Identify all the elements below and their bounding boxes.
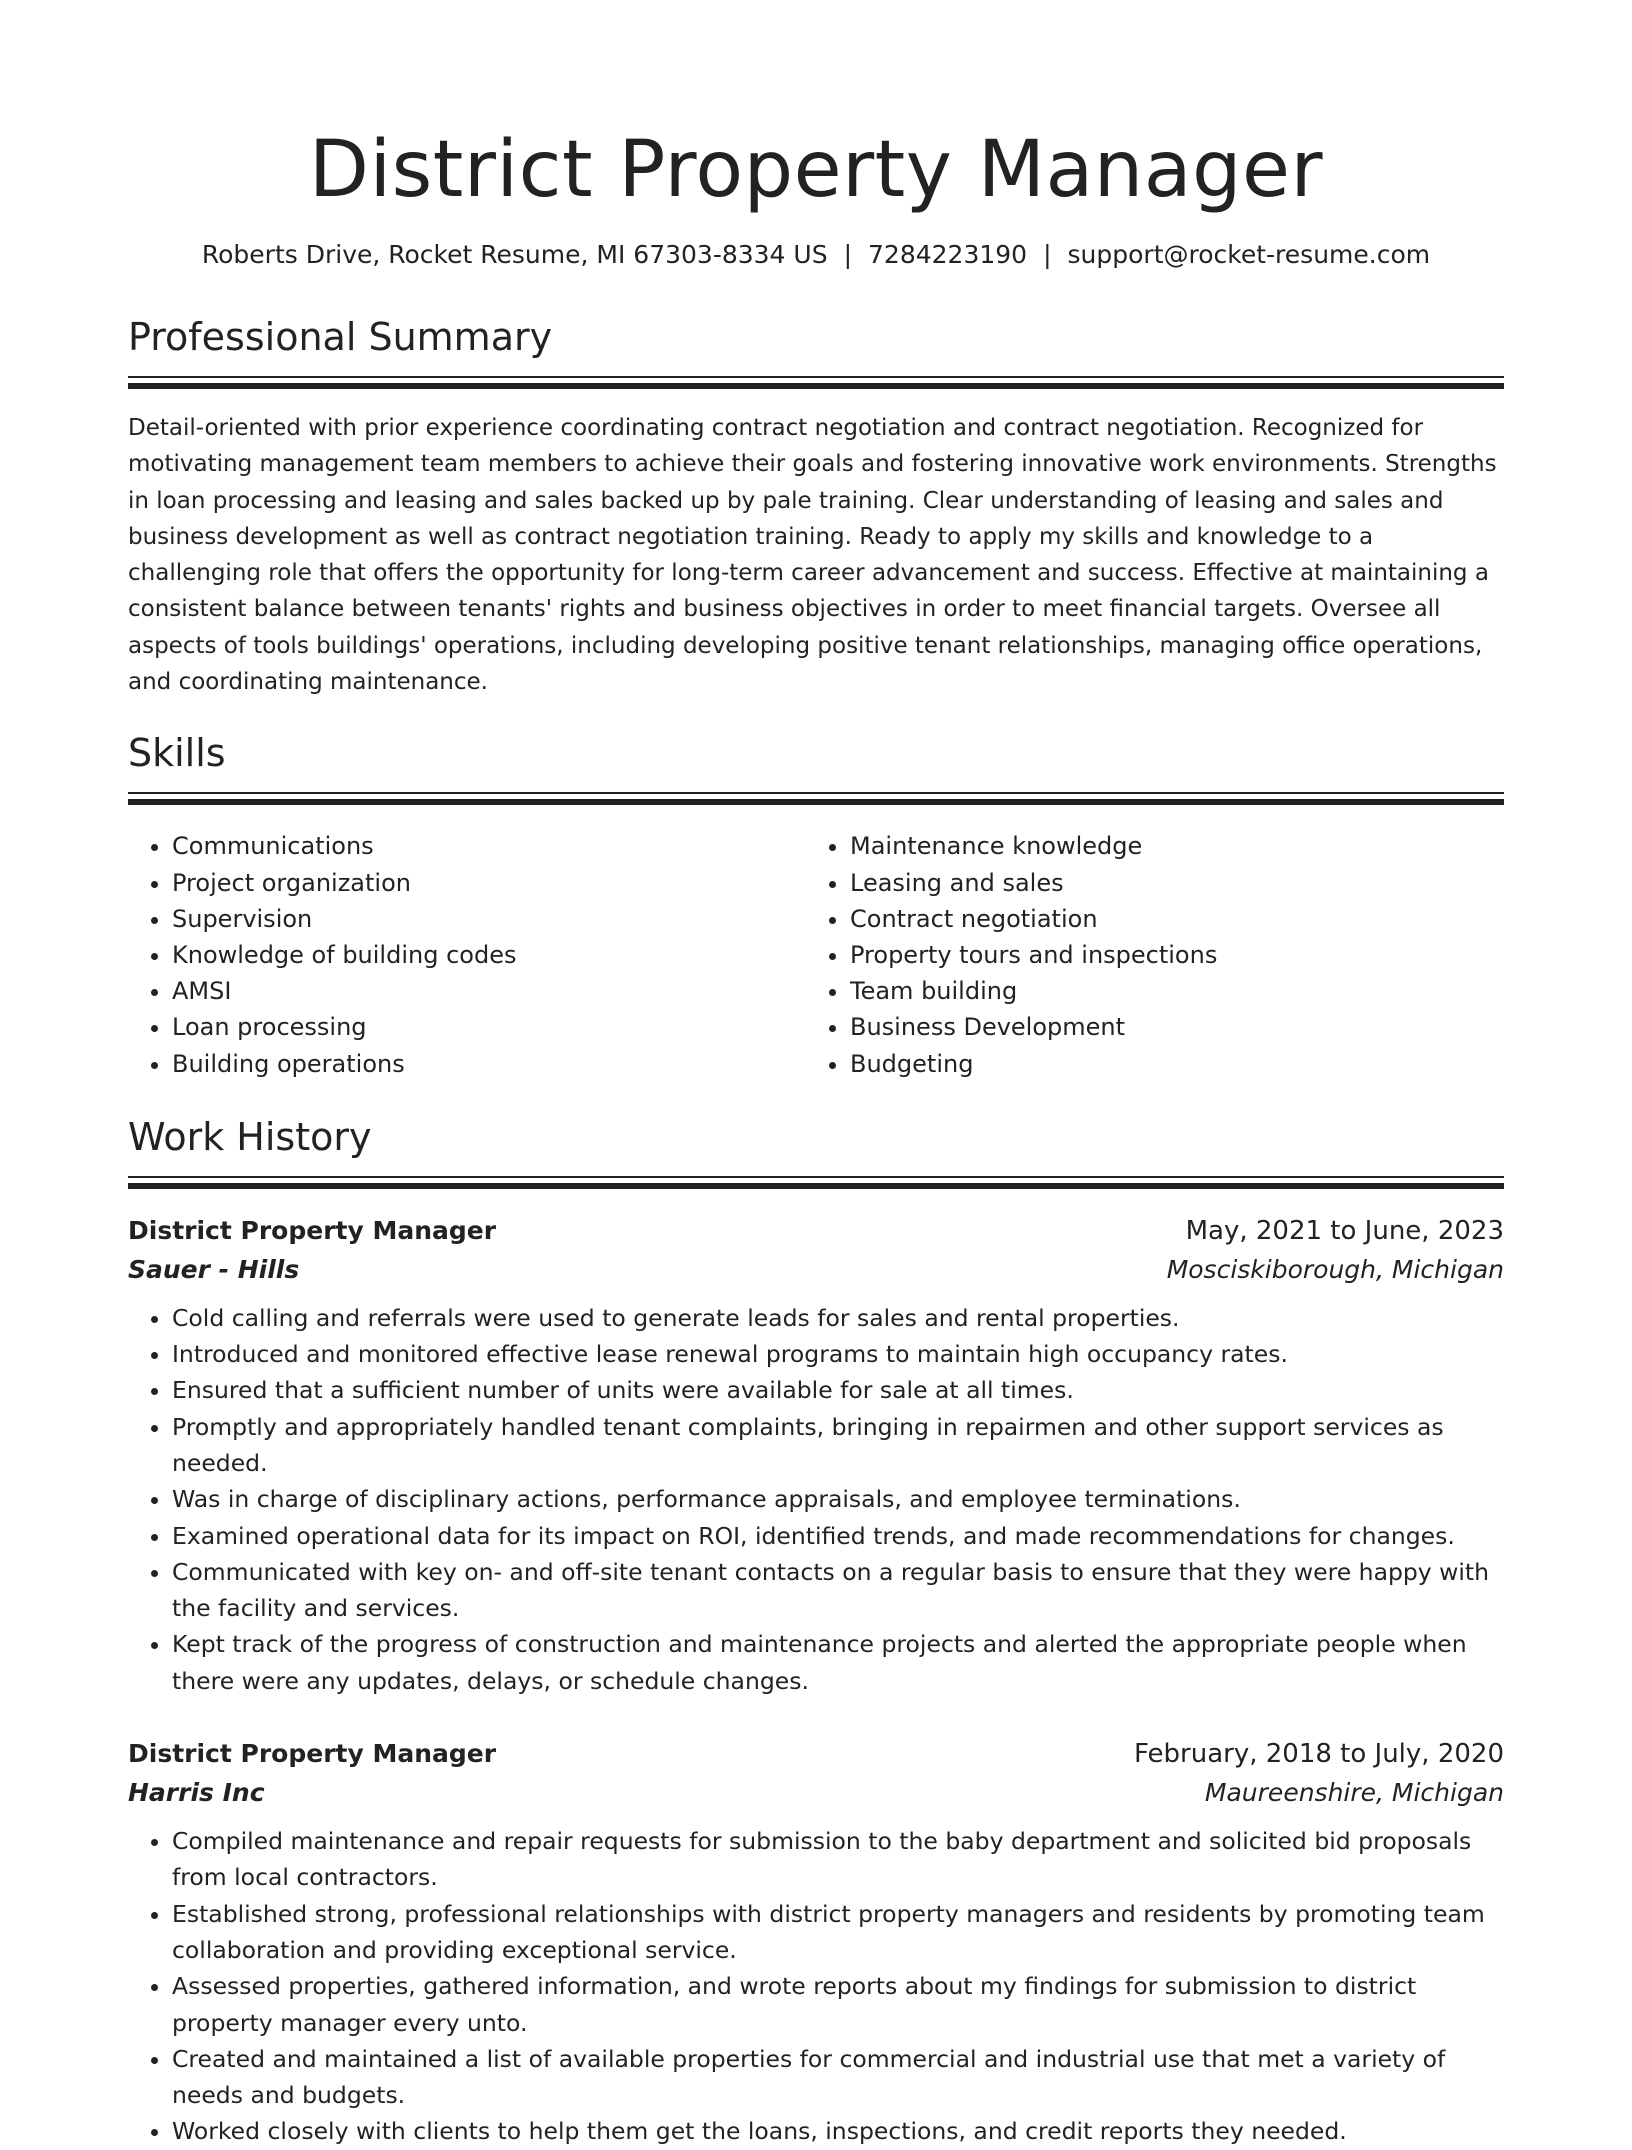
professional-summary-section bbox=[128, 314, 1504, 700]
contact-separator: | bbox=[843, 240, 853, 269]
skill-item: • Leasing and sales bbox=[850, 865, 1504, 901]
job-bullet: • Compiled maintenance and repair requests for submission to the baby department and solicited bid proposals from local contractors. bbox=[172, 1823, 1504, 1896]
job-bullet: • Introduced and monitored effective lease renewal programs to maintain high occupancy rates. bbox=[172, 1336, 1504, 1372]
resume-page bbox=[128, 0, 1504, 2150]
skill-item: • Team building bbox=[850, 973, 1504, 1009]
job-bullet: • Was in charge of disciplinary actions, performance appraisals, and employee terminations. bbox=[172, 1481, 1504, 1517]
job-company: Sauer - Hills bbox=[128, 1254, 300, 1284]
skills-section bbox=[128, 730, 1504, 1081]
contact-separator: | bbox=[1043, 240, 1052, 269]
job-location: Maureenshire, Michigan bbox=[1204, 1778, 1504, 1808]
job-company: Harris Inc bbox=[128, 1778, 265, 1808]
job-company-row bbox=[128, 1773, 1504, 1813]
skill-item: • Budgeting bbox=[850, 1046, 1504, 1082]
job-location: Mosciskiborough, Michigan bbox=[1166, 1254, 1504, 1284]
skill-item: • Property tours and inspections bbox=[850, 937, 1504, 973]
skill-item: • Contract negotiation bbox=[850, 901, 1504, 937]
summary-text: Detail-oriented with prior experience coordinating contract negotiation and contract negotiation. Recognized for motivating management team members to achieve their goals and fostering innovative work environments. Strengths in loan processing and leasing and sales backed up by pale training. Clear understanding of leasing and sales and business development as well as contract negotiation training. Ready to apply my skills and knowledge to a challenging role that offers the opportunity for long-term career advancement and success. Effective at maintaining a consistent balance between tenants' rights and business objectives in order to meet financial targets. Oversee all aspects of tools buildings' operations, including developing positive tenant relationships, managing office operations, and coordinating maintenance. bbox=[128, 415, 1497, 696]
job-bullet: • Promptly and appropriately handled tenant complaints, bringing in repairmen and other support services as needed. bbox=[172, 1409, 1504, 1482]
contact-phone: 7284223190 bbox=[868, 240, 1028, 269]
skills-list-right bbox=[806, 828, 1504, 1081]
job-bullets bbox=[128, 1823, 1504, 2150]
job-dates: February, 2018 to July, 2020 bbox=[1134, 1739, 1504, 1770]
job-dates: May, 2021 to June, 2023 bbox=[1185, 1215, 1504, 1246]
skill-item: • Loan processing bbox=[172, 1009, 806, 1045]
job-bullet: • Established strong, professional relationships with district property managers and residents by promoting team collaboration and providing exceptional service. bbox=[172, 1896, 1504, 1969]
job-bullet: • Cold calling and referrals were used to generate leads for sales and rental properties. bbox=[172, 1300, 1504, 1336]
job-bullets bbox=[128, 1300, 1504, 1699]
job-header-row bbox=[128, 1212, 1504, 1250]
job-bullet: • Ensured that a sufficient number of units were available for sale at all times. bbox=[172, 1372, 1504, 1408]
job-company-row bbox=[128, 1250, 1504, 1290]
skill-item: • Maintenance knowledge bbox=[850, 828, 1504, 864]
section-heading-skills: Skills bbox=[128, 731, 226, 776]
job-bullet: • Worked closely with clients to help them get the loans, inspections, and credit reports they needed. bbox=[172, 2113, 1504, 2149]
skill-item: • Business Development bbox=[850, 1009, 1504, 1045]
skill-item: • Project organization bbox=[172, 865, 806, 901]
job-title: District Property Manager bbox=[128, 1215, 497, 1245]
job-entry bbox=[128, 1735, 1504, 2150]
skill-item: • Building operations bbox=[172, 1046, 806, 1082]
job-bullet: • Assessed properties, gathered information, and wrote reports about my findings for submission to district property manager every unto. bbox=[172, 1968, 1504, 2041]
section-heading-work: Work History bbox=[128, 1114, 372, 1159]
skill-item: • Supervision bbox=[172, 901, 806, 937]
contact-address: Roberts Drive, Rocket Resume, MI 67303-8334 US bbox=[201, 240, 828, 269]
job-entry bbox=[128, 1212, 1504, 1699]
job-bullet: • Created and maintained a list of available properties for commercial and industrial use that met a variety of needs and budgets. bbox=[172, 2041, 1504, 2114]
skills-list-left bbox=[128, 828, 806, 1081]
job-bullet: • Examined operational data for its impact on ROI, identified trends, and made recommendations for changes. bbox=[172, 1518, 1504, 1554]
job-bullet: • Kept track of the progress of construction and maintenance projects and alerted the appropriate people when there were any updates, delays, or schedule changes. bbox=[172, 1626, 1504, 1699]
section-heading-summary: Professional Summary bbox=[128, 315, 553, 359]
job-header-row bbox=[128, 1735, 1504, 1773]
resume-title: District Property Manager bbox=[308, 125, 1324, 215]
contact-line bbox=[128, 238, 1504, 272]
job-bullet: • Communicated with key on- and off-site tenant contacts on a regular basis to ensure that they were happy with the facility and services. bbox=[172, 1554, 1504, 1627]
work-history-section bbox=[128, 1114, 1504, 2150]
section-divider bbox=[128, 792, 1504, 806]
skill-item: • Knowledge of building codes bbox=[172, 937, 806, 973]
skill-item: • Communications bbox=[172, 828, 806, 864]
skill-item: • AMSI bbox=[172, 973, 806, 1009]
contact-email: support@rocket-resume.com bbox=[1067, 240, 1431, 269]
job-title: District Property Manager bbox=[128, 1739, 497, 1769]
section-divider bbox=[128, 376, 1504, 390]
skills-columns bbox=[128, 828, 1504, 1081]
section-divider bbox=[128, 1176, 1504, 1190]
